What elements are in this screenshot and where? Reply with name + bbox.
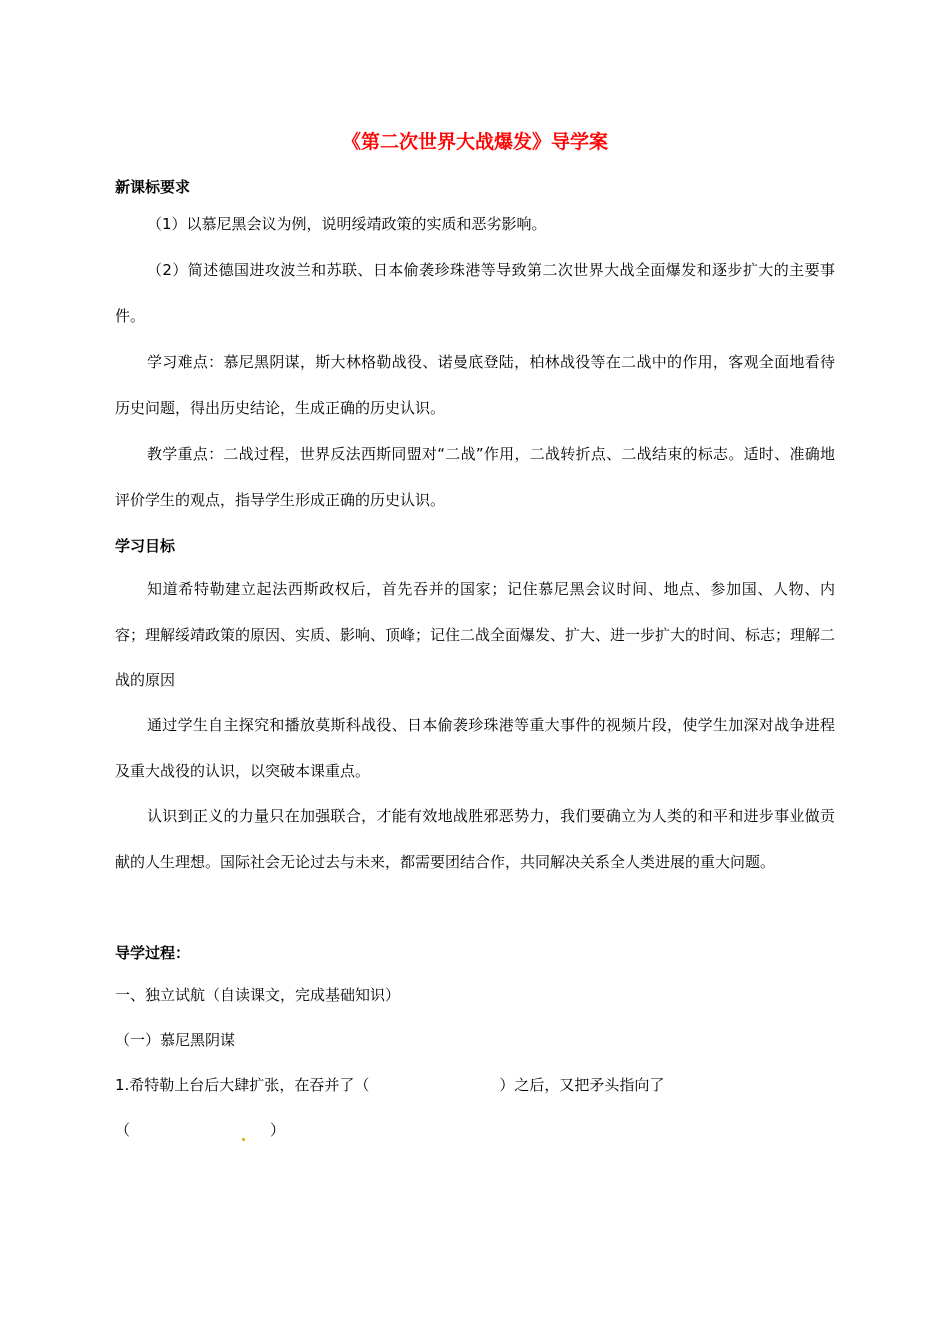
requirement-1: （1）以慕尼黑会议为例，说明绥靖政策的实质和恶劣影响。 (147, 215, 547, 233)
part-1-heading: 一、独立试航（自读课文，完成基础知识） (115, 986, 401, 1004)
marker-dot (242, 1138, 245, 1141)
paren-close: ） (270, 1121, 286, 1139)
process-heading: 导学过程： (115, 944, 191, 962)
goals-heading: 学习目标 (115, 537, 176, 555)
requirement-2: （2）简述德国进攻波兰和苏联、日本偷袭珍珠港等导致第二次世界大战全面爆发和逐步扩大的主要事件。 (115, 261, 835, 325)
question-1-text-before: 1.希特勒上台后大肆扩张，在吞并了（ (115, 1076, 370, 1094)
question-1-line-2 (115, 1108, 835, 1154)
document-title: 《第二次世界大战爆发》导学案 (341, 131, 608, 153)
goal-1: 知道希特勒建立起法西斯政权后，首先吞并的国家；记住慕尼黑会议时间、地点、参加国、人物、内容；理解绥靖政策的原因、实质、影响、顶峰；记住二战全面爆发、扩大、进一步扩大的时间、标志；理解二战的原因 (115, 580, 836, 689)
curriculum-heading: 新课标要求 (115, 178, 191, 196)
goal-2: 通过学生自主探究和播放莫斯科战役、日本偷袭珍珠港等重大事件的视频片段，使学生加深对战争进程及重大战役的认识，以突破本课重点。 (115, 716, 835, 780)
goal-3: 认识到正义的力量只在加强联合，才能有效地战胜邪恶势力，我们要确立为人类的和平和进步事业做贡献的人生理想。国际社会无论过去与未来，都需要团结合作，共同解决关系全人类进展的重大问题。 (115, 807, 835, 871)
learning-difficulty: 学习难点：慕尼黑阴谋，斯大林格勒战役、诺曼底登陆，柏林战役等在二战中的作用，客观全面地看待历史问题，得出历史结论，生成正确的历史认识。 (115, 353, 835, 417)
answer-blank-2[interactable] (130, 1108, 270, 1154)
paren-open: （ (115, 1121, 131, 1139)
question-1 (115, 1063, 835, 1109)
teaching-key-points: 教学重点：二战过程，世界反法西斯同盟对“二战”作用，二战转折点、二战结束的标志。适时、准确地评价学生的观点，指导学生形成正确的历史认识。 (115, 445, 835, 509)
subsection-1-heading: （一）慕尼黑阴谋 (115, 1031, 236, 1049)
question-1-text-after: ）之后，又把矛头指向了 (499, 1076, 665, 1094)
